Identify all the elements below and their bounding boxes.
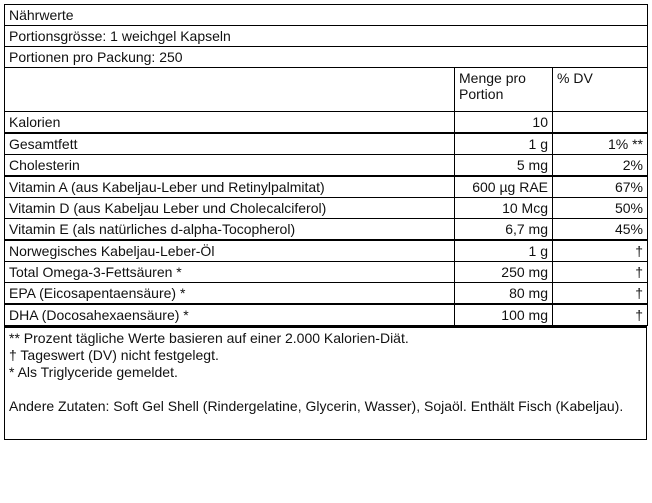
footnote: ** Prozent tägliche Werte basieren auf einer 2.000 Kalorien-Diät.	[9, 330, 409, 346]
nutrient-amount: 1 g	[455, 240, 553, 262]
nutrient-name: EPA (Eicosapentaensäure) *	[5, 283, 455, 305]
nutrient-name: DHA (Docosahexaensäure) *	[5, 304, 455, 326]
nutrient-amount: 80 mg	[455, 283, 553, 305]
nutrient-dv: †	[553, 240, 648, 262]
nutrient-dv: 50%	[553, 198, 648, 219]
nutrient-name: Vitamin D (aus Kabeljau Leber und Cholecalciferol)	[5, 198, 455, 219]
column-header-row	[5, 68, 648, 112]
nutrient-amount: 100 mg	[455, 304, 553, 326]
table-title: Nährwerte	[5, 5, 648, 26]
table-row	[5, 198, 648, 219]
nutrient-dv	[553, 112, 648, 134]
nutrient-name: Vitamin A (aus Kabeljau-Leber und Retinylpalmitat)	[5, 176, 455, 198]
nutrient-dv: 2%	[553, 155, 648, 177]
footnote: * Als Triglyceride gemeldet.	[9, 364, 178, 380]
table-row	[5, 219, 648, 241]
nutrition-table	[4, 4, 648, 326]
nutrient-dv: †	[553, 304, 648, 326]
table-row	[5, 262, 648, 283]
footnote: † Tageswert (DV) nicht festgelegt.	[9, 347, 219, 363]
nutrient-amount: 1 g	[455, 133, 553, 155]
nutrient-amount: 6,7 mg	[455, 219, 553, 241]
nutrient-amount: 600 µg RAE	[455, 176, 553, 198]
nutrient-dv: 45%	[553, 219, 648, 241]
servings-per-package-row	[5, 47, 648, 68]
nutrient-name: Kalorien	[5, 112, 455, 134]
header-empty-cell	[5, 68, 455, 112]
table-row	[5, 240, 648, 262]
nutrient-amount: 10 Mcg	[455, 198, 553, 219]
servings-per-package: Portionen pro Packung: 250	[5, 47, 648, 68]
nutrient-name: Norwegisches Kabeljau-Leber-Öl	[5, 240, 455, 262]
nutrient-name: Cholesterin	[5, 155, 455, 177]
title-row	[5, 5, 648, 26]
nutrient-dv: †	[553, 283, 648, 305]
nutrition-facts-panel	[4, 4, 647, 440]
table-row	[5, 283, 648, 305]
nutrient-amount: 250 mg	[455, 262, 553, 283]
footnotes-box	[4, 326, 647, 440]
serving-size-row	[5, 26, 648, 47]
table-row	[5, 304, 648, 326]
ingredients-text: Andere Zutaten: Soft Gel Shell (Rindergelatine, Glycerin, Wasser), Sojaöl. Enthält Fisch (Kabeljau).	[9, 398, 624, 414]
nutrient-dv: 1% **	[553, 133, 648, 155]
header-dv: % DV	[553, 68, 648, 112]
table-row	[5, 176, 648, 198]
table-row	[5, 133, 648, 155]
table-row	[5, 112, 648, 134]
nutrient-dv: †	[553, 262, 648, 283]
nutrient-amount: 10	[455, 112, 553, 134]
header-amount: Menge pro Portion	[455, 68, 553, 112]
nutrient-name: Vitamin E (als natürliches d-alpha-Tocopherol)	[5, 219, 455, 241]
nutrient-name: Gesamtfett	[5, 133, 455, 155]
nutrient-name: Total Omega-3-Fettsäuren *	[5, 262, 455, 283]
nutrient-amount: 5 mg	[455, 155, 553, 177]
nutrient-dv: 67%	[553, 176, 648, 198]
table-row	[5, 155, 648, 177]
serving-size: Portionsgrösse: 1 weichgel Kapseln	[5, 26, 648, 47]
